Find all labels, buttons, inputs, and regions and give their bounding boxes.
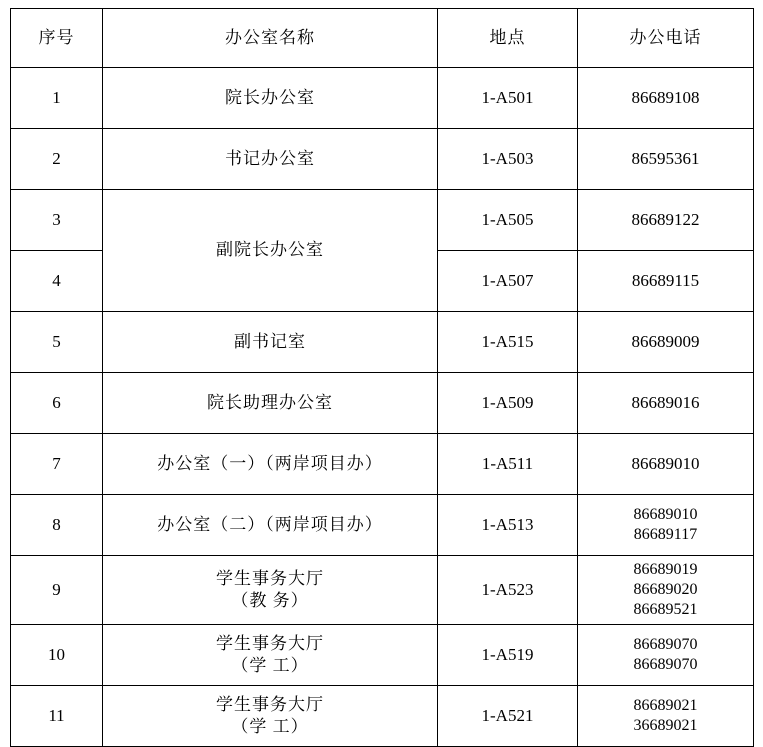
cell-office-name: 副院长办公室 bbox=[103, 190, 438, 312]
office-name-line: 学生事务大厅 bbox=[216, 633, 324, 653]
cell-phone bbox=[578, 495, 754, 556]
column-header-office-name: 办公室名称 bbox=[103, 9, 438, 68]
phone-line: 86689020 bbox=[633, 581, 698, 598]
table-body bbox=[11, 68, 754, 747]
cell-index: 9 bbox=[11, 556, 103, 625]
cell-office-name bbox=[103, 686, 438, 747]
office-name-line: 学生事务大厅 bbox=[216, 694, 324, 714]
cell-index: 10 bbox=[11, 625, 103, 686]
table-row bbox=[11, 190, 754, 251]
cell-office-name bbox=[103, 556, 438, 625]
table-row bbox=[11, 556, 754, 625]
column-header-index: 序号 bbox=[11, 9, 103, 68]
office-name-line: （教 务） bbox=[231, 591, 309, 610]
cell-location: 1-A501 bbox=[438, 68, 578, 129]
cell-index: 4 bbox=[11, 251, 103, 312]
phone-line: 36689021 bbox=[633, 717, 698, 734]
cell-location: 1-A523 bbox=[438, 556, 578, 625]
cell-phone: 86689115 bbox=[578, 251, 754, 312]
cell-phone bbox=[578, 556, 754, 625]
table-row bbox=[11, 373, 754, 434]
cell-index: 1 bbox=[11, 68, 103, 129]
cell-location: 1-A505 bbox=[438, 190, 578, 251]
cell-phone: 86689122 bbox=[578, 190, 754, 251]
cell-index: 11 bbox=[11, 686, 103, 747]
cell-office-name: 办公室（一）（两岸项目办） bbox=[103, 434, 438, 495]
office-name-line: 学生事务大厅 bbox=[216, 568, 324, 588]
cell-location: 1-A503 bbox=[438, 129, 578, 190]
cell-location: 1-A509 bbox=[438, 373, 578, 434]
table-header-row bbox=[11, 9, 754, 68]
table-row bbox=[11, 495, 754, 556]
phone-line: 86689019 bbox=[633, 561, 698, 578]
phone-line: 86689117 bbox=[633, 526, 698, 543]
column-header-phone: 办公电话 bbox=[578, 9, 754, 68]
cell-phone: 86595361 bbox=[578, 129, 754, 190]
phone-line: 86689070 bbox=[633, 636, 698, 653]
cell-office-name: 院长办公室 bbox=[103, 68, 438, 129]
table-row bbox=[11, 434, 754, 495]
phone-line: 86689021 bbox=[633, 697, 698, 714]
phone-line: 86689070 bbox=[633, 656, 698, 673]
table-row bbox=[11, 625, 754, 686]
cell-index: 7 bbox=[11, 434, 103, 495]
cell-location: 1-A515 bbox=[438, 312, 578, 373]
table-row bbox=[11, 68, 754, 129]
cell-location: 1-A521 bbox=[438, 686, 578, 747]
cell-phone: 86689009 bbox=[578, 312, 754, 373]
cell-location: 1-A507 bbox=[438, 251, 578, 312]
cell-location: 1-A511 bbox=[438, 434, 578, 495]
cell-office-name: 院长助理办公室 bbox=[103, 373, 438, 434]
column-header-location: 地点 bbox=[438, 9, 578, 68]
cell-office-name: 副书记室 bbox=[103, 312, 438, 373]
cell-index: 3 bbox=[11, 190, 103, 251]
cell-index: 5 bbox=[11, 312, 103, 373]
cell-office-name: 书记办公室 bbox=[103, 129, 438, 190]
cell-phone bbox=[578, 686, 754, 747]
phone-line: 86689010 bbox=[633, 506, 698, 523]
cell-phone: 86689108 bbox=[578, 68, 754, 129]
office-name-line: （学 工） bbox=[231, 656, 309, 675]
table-row bbox=[11, 129, 754, 190]
cell-location: 1-A513 bbox=[438, 495, 578, 556]
cell-phone: 86689016 bbox=[578, 373, 754, 434]
cell-index: 2 bbox=[11, 129, 103, 190]
cell-office-name: 办公室（二）（两岸项目办） bbox=[103, 495, 438, 556]
cell-index: 8 bbox=[11, 495, 103, 556]
phone-line: 86689521 bbox=[633, 601, 698, 618]
table-header bbox=[11, 9, 754, 68]
cell-index: 6 bbox=[11, 373, 103, 434]
office-name-line: （学 工） bbox=[231, 717, 309, 736]
office-directory-table bbox=[10, 8, 754, 747]
cell-office-name bbox=[103, 625, 438, 686]
cell-phone: 86689010 bbox=[578, 434, 754, 495]
table-row bbox=[11, 686, 754, 747]
cell-phone bbox=[578, 625, 754, 686]
table-row bbox=[11, 312, 754, 373]
cell-location: 1-A519 bbox=[438, 625, 578, 686]
